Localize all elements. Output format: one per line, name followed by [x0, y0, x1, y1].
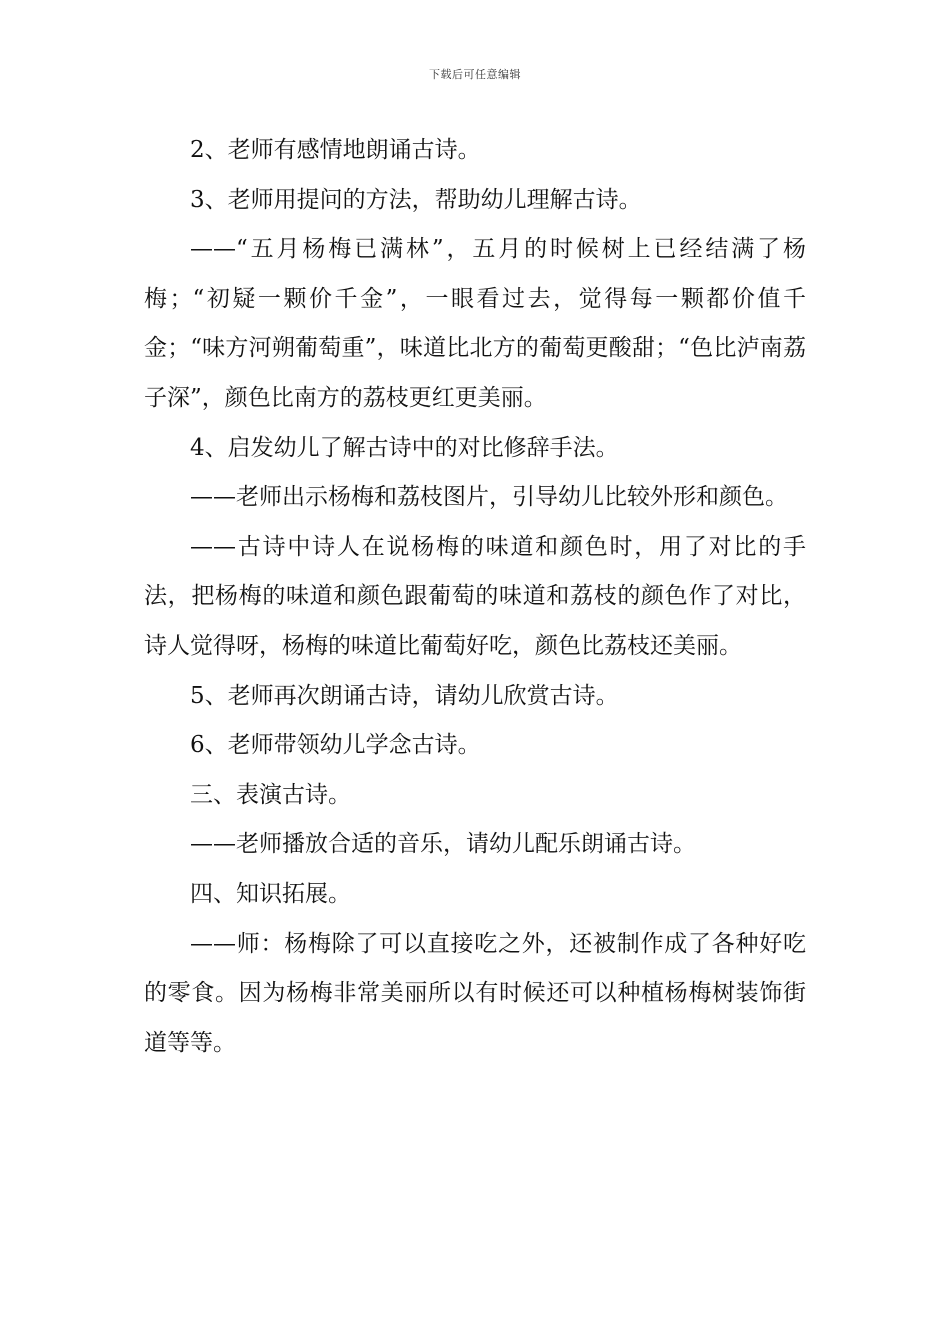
section-heading-perform: 三、表演古诗。 [190, 781, 351, 808]
section-heading-extension: 四、知识拓展。 [190, 880, 351, 907]
paragraph-step-2: 2、老师有感情地朗诵古诗。 [190, 137, 481, 163]
paragraph-knowledge-extension: ——师：杨梅除了可以直接吃之外，还被制作成了各种好吃的零食。因为杨梅非常美丽所以有时候还可以种植杨梅树装饰街道等等。 [144, 930, 806, 1056]
page-header: 下载后可任意编辑 [429, 68, 521, 81]
document-body [144, 126, 806, 1068]
paragraph-step-5: 5、老师再次朗诵古诗，请幼儿欣赏古诗。 [190, 682, 619, 709]
paragraph-step-4: 4、启发幼儿了解古诗中的对比修辞手法。 [190, 434, 619, 461]
paragraph-music-recital: ——老师播放合适的音乐，请幼儿配乐朗诵古诗。 [190, 831, 696, 858]
paragraph-step-6: 6、老师带领幼儿学念古诗。 [190, 732, 481, 759]
paragraph-show-pictures: ——老师出示杨梅和荔枝图片，引导幼儿比较外形和颜色。 [190, 484, 788, 511]
paragraph-step-3: 3、老师用提问的方法，帮助幼儿理解古诗。 [190, 186, 642, 213]
paragraph-poem-explanation: ——“五月杨梅已满林”，五月的时候树上已经结满了杨梅；“初疑一颗价千金”，一眼看过去，觉得每一颗都价值千金；“味方河朔葡萄重”，味道比北方的葡萄更酸甜；“色比泸南荔子深”，颜色比南方的荔枝更红更美丽。 [144, 236, 806, 411]
paragraph-contrast-explanation: ——古诗中诗人在说杨梅的味道和颜色时，用了对比的手法，把杨梅的味道和颜色跟葡萄的味道和荔枝的颜色作了对比，诗人觉得呀，杨梅的味道比葡萄好吃，颜色比荔枝还美丽。 [144, 533, 806, 659]
